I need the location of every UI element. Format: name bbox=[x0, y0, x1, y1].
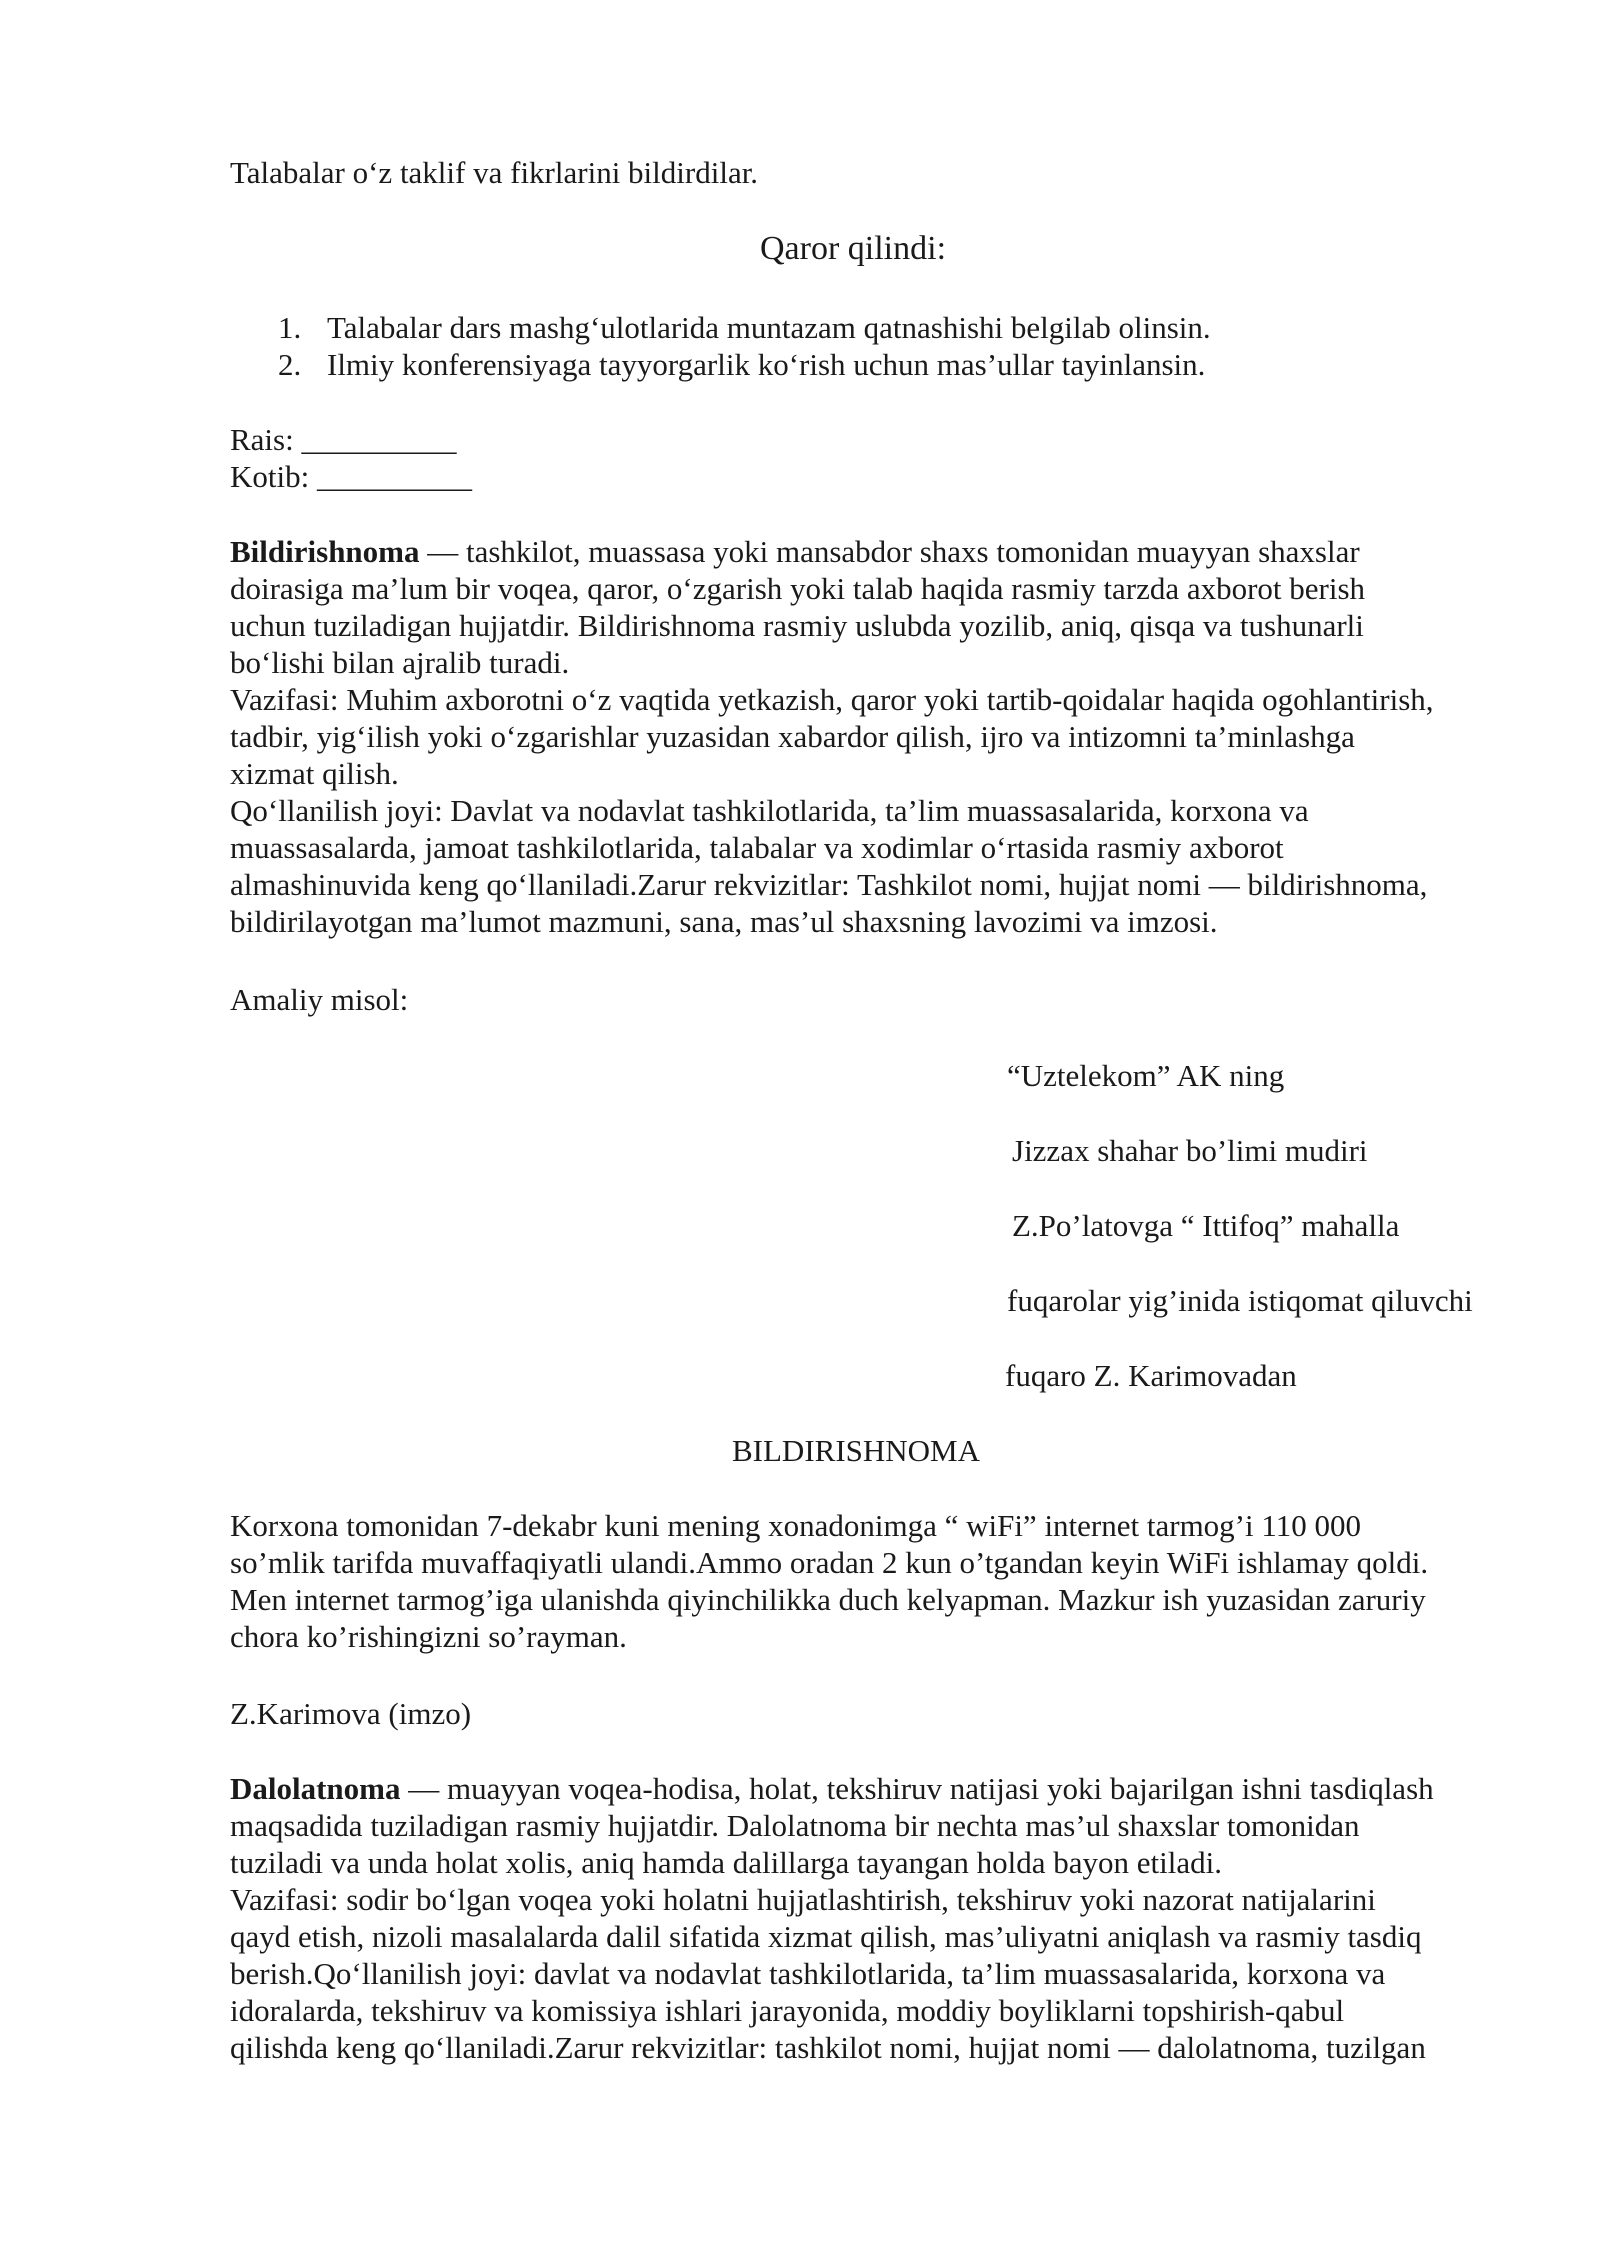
secretary-signature: Kotib: __________ bbox=[230, 459, 472, 494]
purpose-line: tadbir, yig‘ilish yoki o‘zgarishlar yuzasidan xabardor qilish, ijro va intizomni ta’minlashga bbox=[230, 719, 1355, 754]
body-line: chora ko’rishingizni so’rayman. bbox=[230, 1619, 627, 1654]
bildirishnoma-term: Bildirishnoma bbox=[230, 534, 420, 569]
purpose-line: qilishda keng qo‘llaniladi.Zarur rekvizitlar: tashkilot nomi, hujjat nomi — dalolatnoma, tuzilgan bbox=[230, 2030, 1426, 2065]
list-item-number: 2. bbox=[278, 347, 302, 382]
definition-line: tuziladi va unda holat xolis, aniq hamda dalillarga tayangan holda bayon etiladi. bbox=[230, 1845, 1222, 1880]
example-body bbox=[230, 1507, 1520, 1655]
dalolatnoma-term: Dalolatnoma bbox=[230, 1771, 401, 1806]
definition-line: doirasiga ma’lum bir voqea, qaror, o‘zgarish yoki talab haqida rasmiy tarzda axborot berish bbox=[230, 571, 1366, 606]
list-item-number: 1. bbox=[278, 310, 302, 345]
addressee-line: Z.Po’latovga “ Ittifoq” mahalla bbox=[1012, 1208, 1400, 1243]
example-signature: Z.Karimova (imzo) bbox=[230, 1696, 472, 1731]
bildirishnoma-section bbox=[230, 533, 1520, 940]
purpose-line: qayd etish, nizoli masalalarda dalil sifatida xizmat qilish, mas’uliyatni aniqlash va rasmiy tasdiq bbox=[230, 1919, 1422, 1954]
body-line: Korxona tomonidan 7-dekabr kuni mening xonadonimga “ wiFi” internet tarmog’i 110 000 bbox=[230, 1508, 1361, 1543]
list-item: Talabalar dars mashg‘ulotlarida muntazam qatnashishi belgilab olinsin. bbox=[327, 310, 1211, 345]
example-label: Amaliy misol: bbox=[230, 982, 409, 1017]
definition-line: maqsadida tuziladigan rasmiy hujjatdir. Dalolatnoma bir nechta mas’ul shaxslar tomonidan bbox=[230, 1808, 1360, 1843]
addressee-line: “Uztelekom” AK ning bbox=[1007, 1058, 1285, 1093]
definition-line: bo‘lishi bilan ajralib turadi. bbox=[230, 645, 570, 680]
usage-line: muassasalarda, jamoat tashkilotlarida, talabalar va xodimlar o‘rtasida rasmiy axborot bbox=[230, 830, 1284, 865]
definition-line: uchun tuziladigan hujjatdir. Bildirishnoma rasmiy uslubda yozilib, aniq, qisqa va tushunarli bbox=[230, 608, 1364, 643]
dalolatnoma-section bbox=[230, 1770, 1520, 2066]
example-title: BILDIRISHNOMA bbox=[732, 1433, 980, 1468]
usage-line: bildirilayotgan ma’lumot mazmuni, sana, mas’ul shaxsning lavozimi va imzosi. bbox=[230, 904, 1218, 939]
bildirishnoma-definition-line-1 bbox=[230, 533, 1520, 570]
addressee-line: Jizzax shahar bo’limi mudiri bbox=[1012, 1133, 1368, 1168]
definition-text: — muayyan voqea-hodisa, holat, tekshiruv natijasi yoki bajarilgan ishni tasdiqlash bbox=[400, 1771, 1434, 1806]
list-item: Ilmiy konferensiyaga tayyorgarlik ko‘rish uchun mas’ullar tayinlansin. bbox=[327, 347, 1206, 382]
addressee-line: fuqaro Z. Karimovadan bbox=[1005, 1358, 1297, 1393]
dalolatnoma-definition-line-1 bbox=[230, 1770, 1520, 1807]
chair-signature: Rais: __________ bbox=[230, 422, 457, 457]
body-line: Men internet tarmog’iga ulanishda qiyinchilikka duch kelyapman. Mazkur ish yuzasidan zaruriy bbox=[230, 1582, 1426, 1617]
purpose-line: xizmat qilish. bbox=[230, 756, 399, 791]
usage-line: almashinuvida keng qo‘llaniladi.Zarur rekvizitlar: Tashkilot nomi, hujjat nomi — bildirishnoma, bbox=[230, 867, 1428, 902]
addressee-line: fuqarolar yig’inida istiqomat qiluvchi bbox=[1007, 1283, 1473, 1318]
purpose-line: idoralarda, tekshiruv va komissiya ishlari jarayonida, moddiy boyliklarni topshirish-qabul bbox=[230, 1993, 1345, 2028]
definition-text: — tashkilot, muassasa yoki mansabdor shaxs tomonidan muayyan shaxslar bbox=[419, 534, 1360, 569]
usage-line: Qo‘llanilish joyi: Davlat va nodavlat tashkilotlarida, ta’lim muassasalarida, korxona va bbox=[230, 793, 1309, 828]
decision-heading: Qaror qilindi: bbox=[760, 230, 947, 267]
body-line: so’mlik tarifda muvaffaqiyatli ulandi.Ammo oradan 2 kun o’tgandan keyin WiFi ishlamay qoldi. bbox=[230, 1545, 1429, 1580]
purpose-line: Vazifasi: Muhim axborotni o‘z vaqtida yetkazish, qaror yoki tartib-qoidalar haqida ogohlantirish, bbox=[230, 682, 1434, 717]
intro-line: Talabalar o‘z taklif va fikrlarini bildirdilar. bbox=[230, 155, 759, 190]
purpose-line: berish.Qo‘llanilish joyi: davlat va nodavlat tashkilotlarida, ta’lim muassasalarida, korxona va bbox=[230, 1956, 1386, 1991]
purpose-line: Vazifasi: sodir bo‘lgan voqea yoki holatni hujjatlashtirish, tekshiruv yoki nazorat natijalarini bbox=[230, 1882, 1376, 1917]
